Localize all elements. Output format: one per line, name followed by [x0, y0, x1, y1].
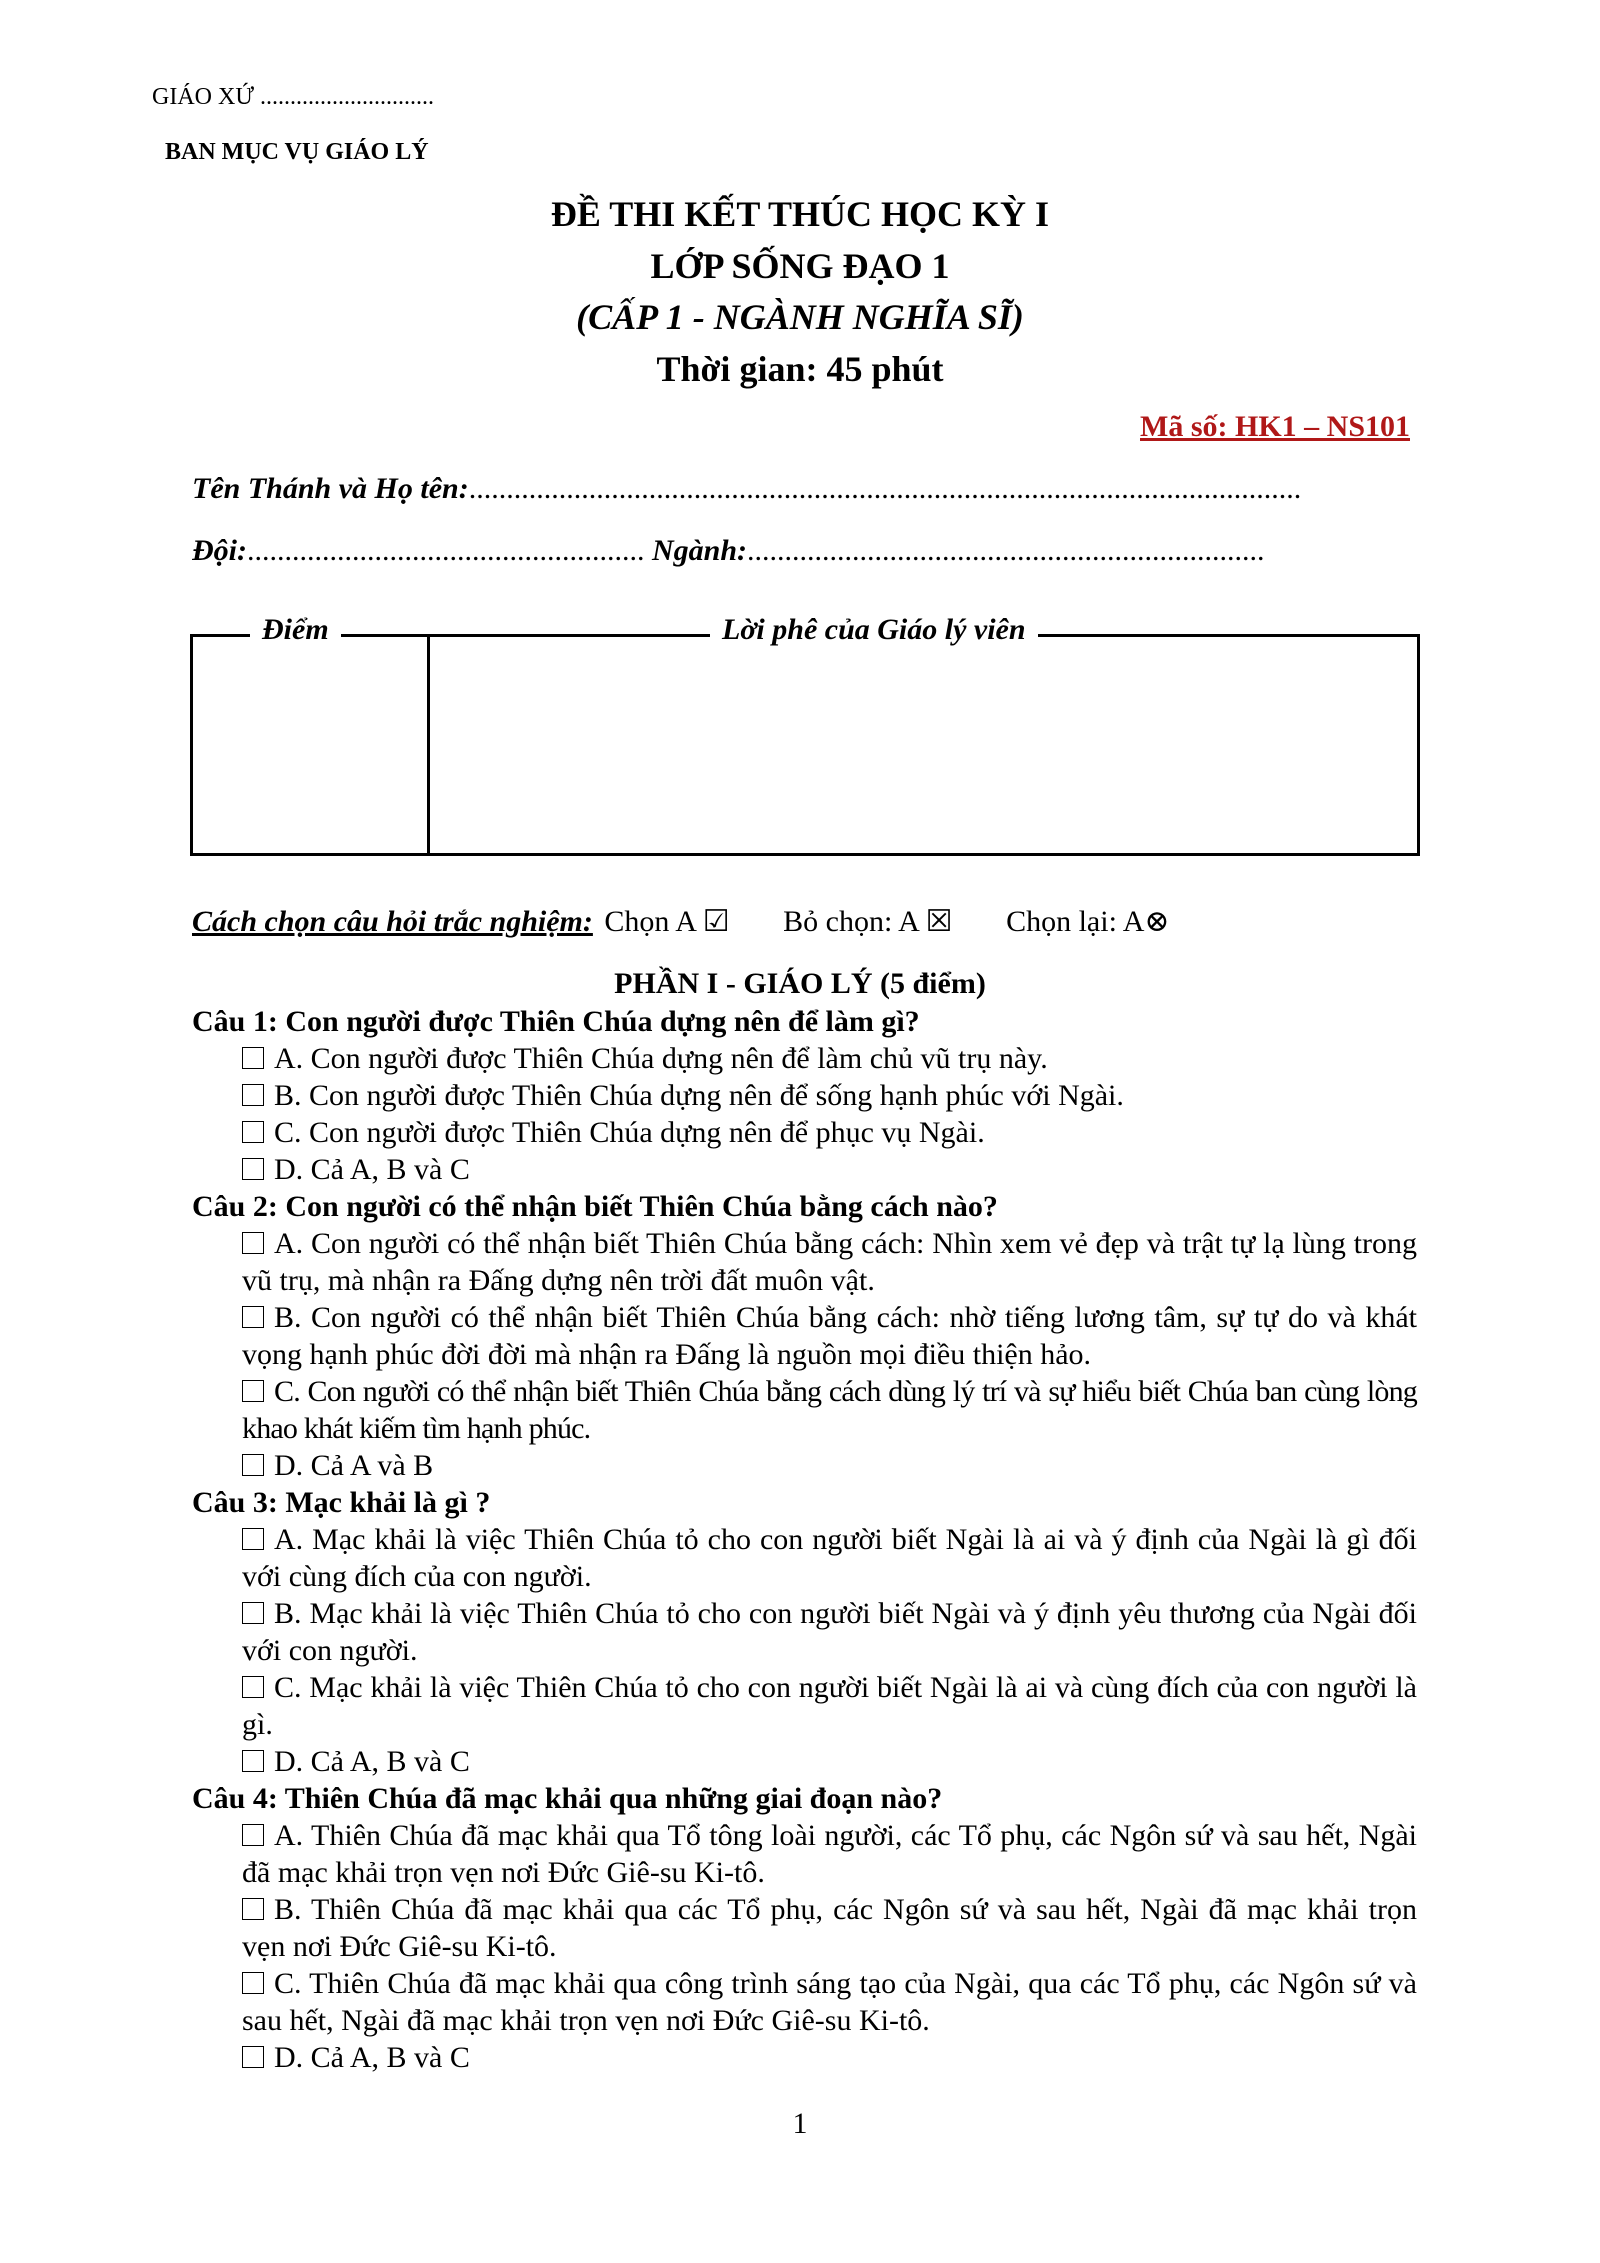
question-4: Câu 4: Thiên Chúa đã mạc khải qua những giai đoạn nào? — [192, 1782, 943, 1815]
checkbox-icon[interactable] — [242, 1898, 264, 1920]
checkbox-icon[interactable] — [242, 1454, 264, 1476]
q4-option-d[interactable]: D. Cả A, B và C — [242, 2039, 1417, 2076]
comment-area[interactable] — [430, 640, 1417, 853]
choose-instruction: Chọn A ☑ — [604, 905, 730, 938]
comment-label: Lời phê của Giáo lý viên — [710, 613, 1038, 647]
name-label: Tên Thánh và Họ tên: — [192, 472, 469, 505]
class-title: LỚP SỐNG ĐẠO 1 — [650, 246, 950, 286]
q4-option-a[interactable]: A. Thiên Chúa đã mạc khải qua Tổ tông loài người, các Tổ phụ, các Ngôn sứ và sau hết, Ngài đã mạc khải trọn vẹn nơi Đức Giê-su Ki-tô. — [242, 1819, 1417, 1889]
board-label: BAN MỤC VỤ GIÁO LÝ — [165, 139, 429, 165]
score-label: Điểm — [250, 613, 341, 647]
exam-code: Mã số: HK1 – NS101 — [1140, 410, 1410, 443]
q3-option-a[interactable]: A. Mạc khải là việc Thiên Chúa tỏ cho con người biết Ngài là ai và ý định của Ngài là gì đối với cùng đích của con người. — [242, 1523, 1417, 1593]
page-number: 1 — [792, 2107, 808, 2140]
q1-option-c[interactable]: C. Con người được Thiên Chúa dựng nên để phục vụ Ngài. — [242, 1114, 1417, 1151]
q2-option-d[interactable]: D. Cả A và B — [242, 1447, 1417, 1484]
checkbox-icon[interactable] — [242, 1084, 264, 1106]
checkbox-icon[interactable] — [242, 1380, 264, 1402]
question-3: Câu 3: Mạc khải là gì ? — [192, 1486, 491, 1519]
branch-dots: ..................................................................... — [747, 534, 1265, 567]
checkbox-icon[interactable] — [242, 2046, 264, 2068]
branch-label: Ngành: — [652, 534, 748, 567]
parish-label: GIÁO XỨ ............................. — [152, 84, 434, 110]
section-title: PHẦN I - GIÁO LÝ (5 điểm) — [614, 967, 986, 1000]
checkbox-icon[interactable] — [242, 1047, 264, 1069]
checkbox-icon[interactable] — [242, 1306, 264, 1328]
team-branch-field[interactable] — [192, 534, 1417, 568]
team-dots: ..................................................... — [247, 534, 645, 567]
score-area[interactable] — [193, 640, 427, 853]
checkbox-icon[interactable] — [242, 1824, 264, 1846]
checkbox-icon[interactable] — [242, 1602, 264, 1624]
question-1: Câu 1: Con người được Thiên Chúa dựng nên để làm gì? — [192, 1005, 920, 1038]
q3-option-c[interactable]: C. Mạc khải là việc Thiên Chúa tỏ cho con người biết Ngài là ai và cùng đích của con người là gì. — [242, 1671, 1417, 1741]
unchoose-instruction: Bỏ chọn: A ☒ — [783, 905, 953, 938]
name-field[interactable] — [192, 472, 1417, 506]
checkbox-icon[interactable] — [242, 1972, 264, 1994]
exam-title: ĐỀ THI KẾT THÚC HỌC KỲ I — [550, 194, 1050, 234]
checkbox-icon[interactable] — [242, 1121, 264, 1143]
q3-option-d[interactable]: D. Cả A, B và C — [242, 1743, 1417, 1780]
checkbox-icon[interactable] — [242, 1750, 264, 1772]
q1-option-d[interactable]: D. Cả A, B và C — [242, 1151, 1417, 1188]
checkbox-icon[interactable] — [242, 1528, 264, 1550]
rechoose-instruction: Chọn lại: A⊗ — [1006, 905, 1170, 938]
instructions-label: Cách chọn câu hỏi trắc nghiệm: — [192, 905, 593, 938]
q4-option-c[interactable]: C. Thiên Chúa đã mạc khải qua công trình sáng tạo của Ngài, qua các Tổ phụ, các Ngôn sứ và sau hết, Ngài đã mạc khải trọn vẹn nơi Đức Giê-su Ki-tô. — [242, 1967, 1417, 2037]
name-dots: ............................................................................................................... — [468, 472, 1302, 505]
q4-option-b[interactable]: B. Thiên Chúa đã mạc khải qua các Tổ phụ, các Ngôn sứ và sau hết, Ngài đã mạc khải trọn vẹn nơi Đức Giê-su Ki-tô. — [242, 1893, 1417, 1963]
q1-option-b[interactable]: B. Con người được Thiên Chúa dựng nên để sống hạnh phúc với Ngài. — [242, 1077, 1417, 1114]
q2-option-a[interactable]: A. Con người có thể nhận biết Thiên Chúa bằng cách: Nhìn xem vẻ đẹp và trật tự lạ lùng trong vũ trụ, mà nhận ra Đấng dựng nên trời đất muôn vật. — [242, 1227, 1417, 1297]
question-2: Câu 2: Con người có thể nhận biết Thiên Chúa bằng cách nào? — [192, 1190, 998, 1223]
q3-option-b[interactable]: B. Mạc khải là việc Thiên Chúa tỏ cho con người biết Ngài và ý định yêu thương của Ngài đối với con người. — [242, 1597, 1417, 1667]
checkbox-icon[interactable] — [242, 1676, 264, 1698]
checkbox-icon[interactable] — [242, 1232, 264, 1254]
q2-option-b[interactable]: B. Con người có thể nhận biết Thiên Chúa bằng cách: nhờ tiếng lương tâm, sự tự do và khát vọng hạnh phúc đời đời mà nhận ra Đấng là nguồn mọi điều thiện hảo. — [242, 1301, 1417, 1371]
q2-option-c[interactable]: C. Con người có thể nhận biết Thiên Chúa bằng cách dùng lý trí và sự hiểu biết Chúa ban cùng lòng khao khát kiếm tìm hạnh phúc. — [242, 1375, 1417, 1445]
checkbox-icon[interactable] — [242, 1158, 264, 1180]
level-title: (CẤP 1 - NGÀNH NGHĨA SĨ) — [576, 297, 1024, 337]
team-label: Đội: — [192, 534, 247, 567]
q1-option-a[interactable]: A. Con người được Thiên Chúa dựng nên để làm chủ vũ trụ này. — [242, 1040, 1417, 1077]
duration-title: Thời gian: 45 phút — [656, 349, 944, 389]
instructions — [192, 904, 1170, 939]
